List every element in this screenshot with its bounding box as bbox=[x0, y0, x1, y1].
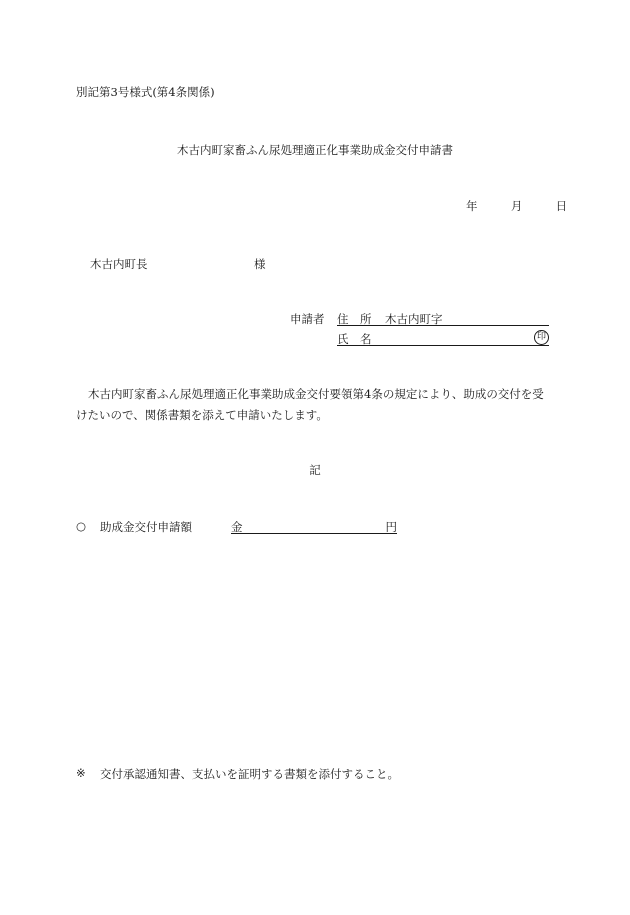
application-body-text: 木古内町家畜ふん尿処理適正化事業助成金交付要領第4条の規定により、助成の交付を受けたいので、関係書類を添えて申請いたします。 bbox=[76, 387, 544, 422]
applicant-name-row bbox=[337, 331, 549, 346]
bullet-circle: ○ bbox=[76, 519, 87, 533]
seal-mark: 印 bbox=[534, 330, 549, 345]
date-month-label: 月 bbox=[510, 199, 523, 213]
note-mark: ※ bbox=[76, 766, 86, 780]
ki-heading: 記 bbox=[309, 463, 321, 477]
address-label: 住 所 bbox=[337, 312, 372, 326]
addressee-name: 木古内町長 bbox=[90, 257, 148, 271]
address-value: 木古内町字 bbox=[385, 312, 443, 326]
applicant-label: 申請者 bbox=[290, 312, 325, 326]
name-label: 氏 名 bbox=[337, 332, 372, 346]
addressee bbox=[90, 256, 266, 272]
form-number: 別記第3号様式(第4条関係) bbox=[76, 85, 215, 99]
document-title: 木古内町家畜ふん尿処理適正化事業助成金交付申請書 bbox=[177, 143, 453, 157]
date-day-label: 日 bbox=[555, 199, 568, 213]
amount-unit: 円 bbox=[385, 520, 397, 534]
date-line bbox=[466, 198, 567, 214]
addressee-suffix: 様 bbox=[254, 257, 266, 271]
note-text: 交付承認通知書、支払いを証明する書類を添付すること。 bbox=[100, 767, 399, 781]
amount-field bbox=[231, 519, 397, 534]
date-year-label: 年 bbox=[466, 199, 478, 213]
amount-prefix: 金 bbox=[231, 520, 243, 534]
applicant-address-row bbox=[337, 311, 549, 326]
amount-label: 助成金交付申請額 bbox=[100, 520, 192, 534]
